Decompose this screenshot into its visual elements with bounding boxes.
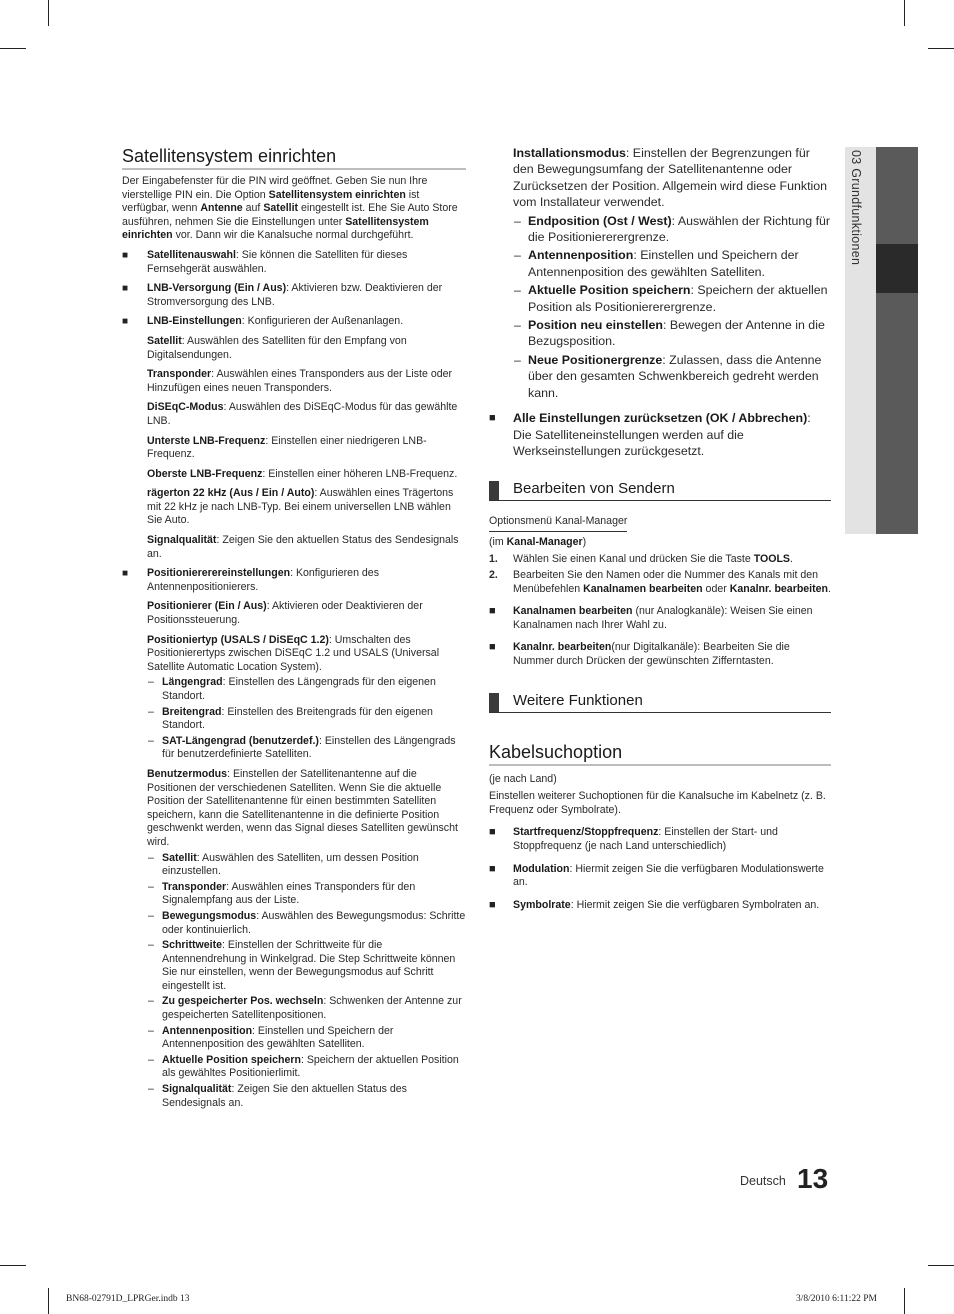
bold-term: Installationsmodus bbox=[513, 146, 626, 160]
bold-term: Alle Einstellungen zurücksetzen (OK / Abbrechen) bbox=[513, 411, 808, 426]
installation-mode-list bbox=[489, 145, 831, 459]
text-run: : Aktivieren bzw. Deaktivieren der Stromversorgung des LNB. bbox=[147, 282, 443, 308]
sub-item bbox=[122, 768, 466, 850]
bold-term: Benutzermodus bbox=[147, 767, 228, 780]
options-menu-label: Optionsmenü Kanal-Manager bbox=[489, 515, 627, 532]
bullet-item bbox=[122, 249, 466, 276]
bold-term: Signalqualität bbox=[162, 1083, 232, 1096]
numbered-step bbox=[489, 569, 831, 596]
bold-term: Modulation bbox=[513, 862, 570, 875]
text-run: : Aktivieren oder Deaktivieren der Positionssteuerung. bbox=[147, 600, 423, 627]
dash-item bbox=[122, 995, 466, 1022]
section-title-satellitensystem: Satellitensystem einrichten bbox=[122, 145, 466, 170]
bold-term: LNB-Versorgung (Ein / Aus) bbox=[147, 282, 287, 295]
bold-term: Startfrequenz/Stoppfrequenz bbox=[513, 826, 659, 839]
section-title-kabelsuchoption: Kabelsuchoption bbox=[489, 741, 831, 766]
text-run: eingestellt ist. Ehe Sie Auto Store ausführen, nehmen Sie die Einstellungen unter bbox=[122, 202, 458, 228]
text-run: Wählen Sie einen Kanal und drücken Sie die Taste bbox=[513, 552, 754, 565]
left-column bbox=[122, 145, 466, 1110]
text-run: : Auswählen der Richtung für die Positioniererergrenze. bbox=[528, 213, 831, 245]
step-number: 2. bbox=[489, 569, 498, 582]
dash-item bbox=[122, 1083, 466, 1110]
text-run: . bbox=[828, 582, 831, 595]
dash-item bbox=[122, 852, 466, 879]
dash-item bbox=[122, 910, 466, 937]
text-run: : Einstellen des Längengrads für benutzerdefinierte Satelliten. bbox=[162, 734, 456, 761]
text-run: : Einstellen der Start- und Stoppfrequenz (je nach Land unterschiedlich) bbox=[513, 826, 778, 853]
chapter-title: 03 Grundfunktionen bbox=[849, 150, 863, 266]
text-run: : Umschalten des Positionierertyps zwischen DiSEqC 1.2 und USALS (Universal Satellite Automatic Location System). bbox=[147, 633, 440, 673]
page-number: 13 bbox=[797, 1163, 829, 1194]
bullet-item bbox=[122, 567, 466, 594]
bold-term: Positioniertyp (USALS / DiSEqC 1.2) bbox=[147, 633, 329, 646]
bullet-item bbox=[122, 282, 466, 309]
text-run: : Einstellen und Speichern der Antennenposition des gewählten Satelliten. bbox=[528, 248, 799, 279]
sub-item bbox=[122, 468, 466, 482]
bold-term: Symbolrate bbox=[513, 898, 571, 911]
text-run: Der Eingabefenster für die PIN wird geöffnet. Geben Sie nun Ihre vierstellige PIN ein. Die Option bbox=[122, 175, 428, 201]
satellite-settings-list bbox=[122, 249, 466, 1110]
bold-term: Satellitenauswahl bbox=[147, 248, 236, 261]
bold-term: Antennenposition bbox=[528, 248, 634, 263]
dash-item bbox=[489, 247, 831, 280]
text-run: Bearbeiten Sie den Namen oder die Nummer des Kanals mit den Menübefehlen bbox=[513, 569, 819, 595]
sub-item bbox=[122, 435, 466, 462]
sub-item bbox=[122, 368, 466, 395]
text-run: : Bewegen der Antenne in die Bezugsposition. bbox=[528, 318, 825, 349]
dash-item bbox=[122, 706, 466, 733]
bold-term: Kanalnamen bearbeiten bbox=[583, 582, 703, 595]
bold-term: Satellitensystem einrichten bbox=[122, 215, 429, 242]
text-run: : Einstellen der Satellitenantenne auf die Positionen der verschiedenen Satelliten. Wenn Sie die aktuelle Position der Satellitenantenne für einen bestimmten Satelliten speichern, kann die Satellitenantenne in die definierte Position geschwenkt werden, wenn das Signal dieses Satelliten gewünscht wird. bbox=[147, 767, 458, 848]
text-run: : Speichern der aktuellen Position als Positioniererergrenze. bbox=[528, 283, 828, 314]
cable-intro: Einstellen weiterer Suchoptionen für die Kanalsuche im Kabelnetz (z. B. Frequenz oder Symbolrate). bbox=[489, 790, 826, 816]
text-run: : Auswählen eines Transponders für den Signalempfang aus der Liste. bbox=[162, 880, 416, 907]
text-run: : Hiermit zeigen Sie die verfügbaren Symbolraten an. bbox=[570, 898, 820, 911]
bold-term: Satellit bbox=[147, 334, 182, 347]
bold-term: Satellit bbox=[263, 202, 299, 215]
bullet-item bbox=[489, 605, 831, 632]
crop-mark bbox=[0, 1265, 26, 1266]
sub-item bbox=[489, 145, 831, 211]
text-run: : Sie können die Satelliten für dieses Fernsehgerät auswählen. bbox=[147, 248, 408, 275]
text-run: : Auswählen des Satelliten, um dessen Position einzustellen. bbox=[162, 851, 419, 878]
text-run: : Auswählen des Bewegungsmodus: Schritte oder kontinuierlich. bbox=[162, 909, 466, 936]
text-run: : Zeigen Sie den aktuellen Status des Sendesignals an. bbox=[162, 1083, 407, 1109]
bold-term: SAT-Längengrad (benutzerdef.) bbox=[162, 734, 319, 747]
text-run: : Konfigurieren der Außenanlagen. bbox=[241, 315, 404, 328]
bullet-item bbox=[122, 315, 466, 329]
dash-item bbox=[489, 213, 831, 246]
bold-term: Satellitensystem einrichten bbox=[268, 188, 406, 201]
bullet-item bbox=[489, 899, 831, 913]
text-run: : Einstellen und Speichern der Antennenposition des gewählten Satelliten. bbox=[162, 1024, 394, 1051]
text-run: auf bbox=[242, 202, 264, 215]
text-run: (im bbox=[489, 535, 507, 548]
chapter-tab-marker bbox=[876, 244, 918, 293]
text-run: : Hiermit zeigen Sie die verfügbaren Modulationswerte an. bbox=[513, 862, 824, 889]
text-run: oder bbox=[702, 582, 730, 595]
section-title-weitere: Weitere Funktionen bbox=[489, 691, 831, 713]
bold-term: Position neu einstellen bbox=[528, 318, 663, 333]
bold-term: Positioniererereinstellungen bbox=[147, 567, 291, 580]
numbered-step bbox=[489, 553, 831, 567]
section-title-bearbeiten: Bearbeiten von Sendern bbox=[489, 479, 831, 501]
crop-mark bbox=[0, 48, 26, 49]
crop-mark bbox=[928, 1265, 954, 1266]
bold-term: Kanalnr. bearbeiten bbox=[513, 641, 612, 654]
bold-term: Kanalnamen bearbeiten bbox=[513, 605, 633, 618]
dash-item bbox=[122, 735, 466, 762]
text-run: : Auswählen des DiSEqC-Modus für das gewählte LNB. bbox=[147, 401, 458, 427]
edit-steps bbox=[489, 553, 831, 597]
crop-mark bbox=[904, 0, 905, 26]
sub-item bbox=[122, 600, 466, 627]
crop-mark bbox=[904, 1288, 905, 1314]
cable-options-list bbox=[489, 826, 831, 912]
crop-mark bbox=[48, 0, 49, 26]
text-run: ) bbox=[582, 535, 587, 548]
text-run: : Einstellen einer höheren LNB-Frequenz. bbox=[262, 467, 458, 480]
cable-country-note: (je nach Land) bbox=[489, 772, 557, 785]
edit-options-list bbox=[489, 605, 831, 668]
bullet-item bbox=[489, 641, 831, 668]
dash-item bbox=[489, 317, 831, 350]
bold-term: Oberste LNB-Frequenz bbox=[147, 467, 263, 480]
sub-item bbox=[122, 487, 466, 528]
text-run: : Zeigen Sie den aktuellen Status des Sendesignals an. bbox=[147, 534, 459, 560]
bullet-item bbox=[489, 826, 831, 853]
text-run: (nur Digitalkanäle): Bearbeiten Sie die Nummer durch Drücken der gewünschten Zifferntasten. bbox=[513, 641, 790, 668]
text-run: (nur Analogkanäle): Weisen Sie einen Kanalnamen nach Ihrer Wahl zu. bbox=[513, 605, 813, 631]
bold-term: Längengrad bbox=[162, 676, 223, 689]
sub-item bbox=[122, 335, 466, 362]
text-run: . bbox=[790, 552, 793, 565]
text-run: : Auswählen eines Trägertons mit 22 kHz je nach LNB-Typ. Bei einem universellen LNB wählen Sie Auto. bbox=[147, 487, 454, 527]
sub-item bbox=[122, 401, 466, 428]
bold-term: Breitengrad bbox=[162, 705, 222, 718]
channel-manager-note bbox=[489, 536, 831, 550]
print-slug-file: BN68-02791D_LPRGer.indb 13 bbox=[66, 1294, 190, 1304]
chapter-tab-dark bbox=[876, 147, 918, 534]
chapter-tab-label bbox=[849, 150, 871, 310]
dash-item bbox=[122, 1025, 466, 1052]
bold-term: Aktuelle Position speichern bbox=[162, 1053, 301, 1066]
bold-term: Transponder bbox=[162, 880, 227, 893]
text-run: : Auswählen des Satelliten für den Empfang von Digitalsendungen. bbox=[147, 334, 407, 361]
crop-mark bbox=[48, 1288, 49, 1314]
sub-item bbox=[122, 534, 466, 561]
intro-paragraph bbox=[122, 175, 466, 243]
bold-term: Kanalnr. bearbeiten bbox=[729, 582, 829, 595]
text-run: : Auswählen eines Transponders aus der Liste oder Hinzufügen eines neuen Transponders. bbox=[147, 368, 453, 394]
dash-item bbox=[122, 939, 466, 993]
dash-item bbox=[122, 1054, 466, 1081]
text-run: : Konfigurieren des Antennenpositionierers. bbox=[147, 567, 379, 593]
step-number: 1. bbox=[489, 552, 498, 565]
bold-term: Kanal-Manager bbox=[506, 535, 583, 548]
text-run: : Einstellen der Schrittweite für die Antennendrehung in Winkelgrad. Die Step Schrittweite können Sie nur einstellen, wenn der Bewegungsmodus auf Schritt eingestellt ist. bbox=[162, 939, 456, 992]
bold-term: Endposition (Ost / West) bbox=[528, 213, 672, 228]
text-run: ist verfügbar, wenn bbox=[122, 188, 420, 215]
crop-mark bbox=[928, 48, 954, 49]
bold-term: Signalqualität bbox=[147, 534, 217, 547]
bold-term: Neue Positionergrenze bbox=[528, 352, 663, 367]
bold-term: TOOLS bbox=[753, 552, 790, 565]
text-run: : Einstellen des Breitengrads für den eigenen Standort. bbox=[162, 705, 433, 732]
dash-item bbox=[122, 676, 466, 703]
bold-term: DiSEqC-Modus bbox=[147, 401, 224, 414]
text-run: : Einstellen der Begrenzungen für den Bewegungsumfang der Satellitenantenne oder Zurücksetzen der Position. Allgemein wird diese Funktion vom Installateur verwendet. bbox=[513, 146, 828, 210]
dash-item bbox=[122, 881, 466, 908]
text-run: : Speichern der aktuellen Position als gewähltes Positionierlimit. bbox=[162, 1053, 459, 1080]
text-run: : Einstellen einer niedrigeren LNB-Frequenz. bbox=[147, 434, 427, 461]
text-run: : Einstellen des Längengrads für den eigenen Standort. bbox=[162, 676, 436, 702]
dash-item bbox=[489, 352, 831, 401]
text-run: vor. Dann wir die Kanalsuche normal durchgeführt. bbox=[172, 229, 414, 242]
right-column bbox=[489, 145, 831, 912]
bullet-item bbox=[489, 863, 831, 890]
bold-term: Positionierer (Ein / Aus) bbox=[147, 600, 267, 613]
sub-item bbox=[122, 634, 466, 675]
bold-term: Aktuelle Position speichern bbox=[528, 283, 691, 298]
dash-item bbox=[489, 282, 831, 315]
bold-term: Antennenposition bbox=[162, 1024, 253, 1037]
bold-term: Satellit bbox=[162, 851, 197, 864]
bold-term: Schrittweite bbox=[162, 939, 223, 952]
print-slug-date: 3/8/2010 6:11:22 PM bbox=[796, 1294, 877, 1304]
bold-term: rägerton 22 kHz (Aus / Ein / Auto) bbox=[147, 487, 315, 500]
bold-term: Antenne bbox=[200, 202, 243, 215]
bold-term: LNB-Einstellungen bbox=[147, 315, 242, 328]
text-run: : Schwenken der Antenne zur gespeicherten Satellitenpositionen. bbox=[162, 995, 462, 1022]
footer-language: Deutsch bbox=[740, 1174, 786, 1188]
bold-term: Unterste LNB-Frequenz bbox=[147, 434, 266, 447]
bold-term: Bewegungsmodus bbox=[162, 909, 257, 922]
bold-term: Transponder bbox=[147, 368, 212, 381]
bullet-item bbox=[489, 410, 831, 459]
text-run: : Die Satelliteneinstellungen werden auf die Werkseinstellungen zurückgesetzt. bbox=[513, 411, 811, 458]
bold-term: Zu gespeicherter Pos. wechseln bbox=[162, 995, 324, 1008]
text-run: : Zulassen, dass die Antenne über den gesamten Schwenkbereich gedreht werden kann. bbox=[528, 352, 822, 400]
